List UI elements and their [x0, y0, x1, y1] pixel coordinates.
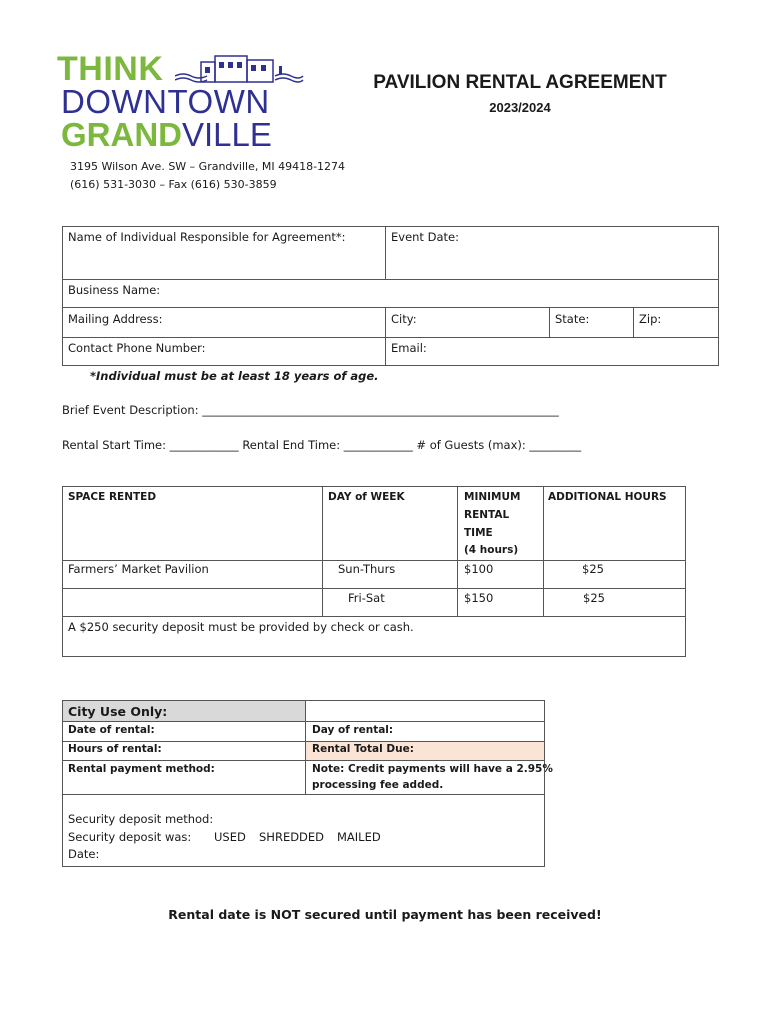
footer-notice: Rental date is NOT secured until payment has been received!: [168, 907, 602, 922]
option-shredded[interactable]: SHREDDED: [259, 830, 325, 844]
city-field[interactable]: City:: [391, 312, 417, 326]
deposit-date-field[interactable]: Date:: [68, 847, 100, 861]
option-used[interactable]: USED: [214, 830, 246, 844]
rate-row-minimum: $150: [464, 591, 494, 605]
logo-line-downtown: DOWNTOWN: [61, 83, 270, 120]
logo-line-think: THINK: [57, 50, 164, 88]
security-deposit-method-field[interactable]: Security deposit method:: [68, 812, 214, 826]
think-downtown-grandville-logo: [57, 52, 307, 152]
contact-phone-field[interactable]: Contact Phone Number:: [68, 341, 206, 355]
page-year: 2023/2024: [489, 100, 551, 115]
downtown-buildings-icon: [175, 52, 305, 84]
business-name-field[interactable]: Business Name:: [68, 283, 161, 297]
header-rental: RENTAL: [464, 509, 510, 521]
date-of-rental-field[interactable]: Date of rental:: [68, 724, 155, 736]
brief-event-description-field[interactable]: Brief Event Description: ______________________________________________________________: [62, 403, 559, 417]
event-date-field[interactable]: Event Date:: [391, 230, 459, 244]
security-deposit-was-label: Security deposit was:: [68, 830, 192, 844]
rental-payment-method-field[interactable]: Rental payment method:: [68, 763, 215, 775]
logo-line-grandville: [61, 118, 272, 152]
state-field[interactable]: State:: [555, 312, 590, 326]
age-requirement-note: *Individual must be at least 18 years of age.: [90, 369, 379, 383]
security-deposit-note: A $250 security deposit must be provided by check or cash.: [68, 620, 414, 634]
rental-times-guests-field[interactable]: Rental Start Time: ____________ Rental End Time: ____________ # of Guests (max): _________: [62, 438, 582, 452]
rate-row-minimum: $100: [464, 562, 494, 576]
rate-row-day: Sun-Thurs: [338, 562, 396, 576]
hours-of-rental-field[interactable]: Hours of rental:: [68, 743, 162, 755]
zip-field[interactable]: Zip:: [639, 312, 662, 326]
option-mailed[interactable]: MAILED: [337, 830, 381, 844]
header-4-hours: (4 hours): [464, 544, 519, 556]
header-day-of-week: DAY of WEEK: [328, 491, 405, 503]
header-time: TIME: [464, 527, 493, 539]
rental-total-due-field[interactable]: Rental Total Due:: [312, 743, 414, 755]
credit-fee-note-line1: Note: Credit payments will have a 2.95%: [312, 763, 553, 775]
rate-row-additional: $25: [583, 591, 605, 605]
page-title: PAVILION RENTAL AGREEMENT: [373, 72, 667, 93]
logo-ville: VILLE: [182, 116, 272, 153]
email-field[interactable]: Email:: [391, 341, 427, 355]
logo-grand: GRAND: [61, 116, 182, 153]
rate-row-day: Fri-Sat: [348, 591, 385, 605]
mailing-address-field[interactable]: Mailing Address:: [68, 312, 163, 326]
rate-row-space: Farmers’ Market Pavilion: [68, 562, 209, 576]
header-additional-hours: ADDITIONAL HOURS: [548, 491, 667, 503]
header-space-rented: SPACE RENTED: [68, 491, 157, 503]
rate-row-additional: $25: [582, 562, 604, 576]
phone-fax-line: (616) 531-3030 – Fax (616) 530-3859: [70, 178, 277, 191]
credit-fee-note-line2: processing fee added.: [312, 779, 444, 791]
header-minimum: MINIMUM: [464, 491, 521, 503]
address-line: 3195 Wilson Ave. SW – Grandville, MI 49418-1274: [70, 160, 346, 173]
day-of-rental-field[interactable]: Day of rental:: [312, 724, 394, 736]
city-use-header: City Use Only:: [68, 704, 168, 719]
name-field[interactable]: Name of Individual Responsible for Agreement*:: [68, 230, 346, 244]
